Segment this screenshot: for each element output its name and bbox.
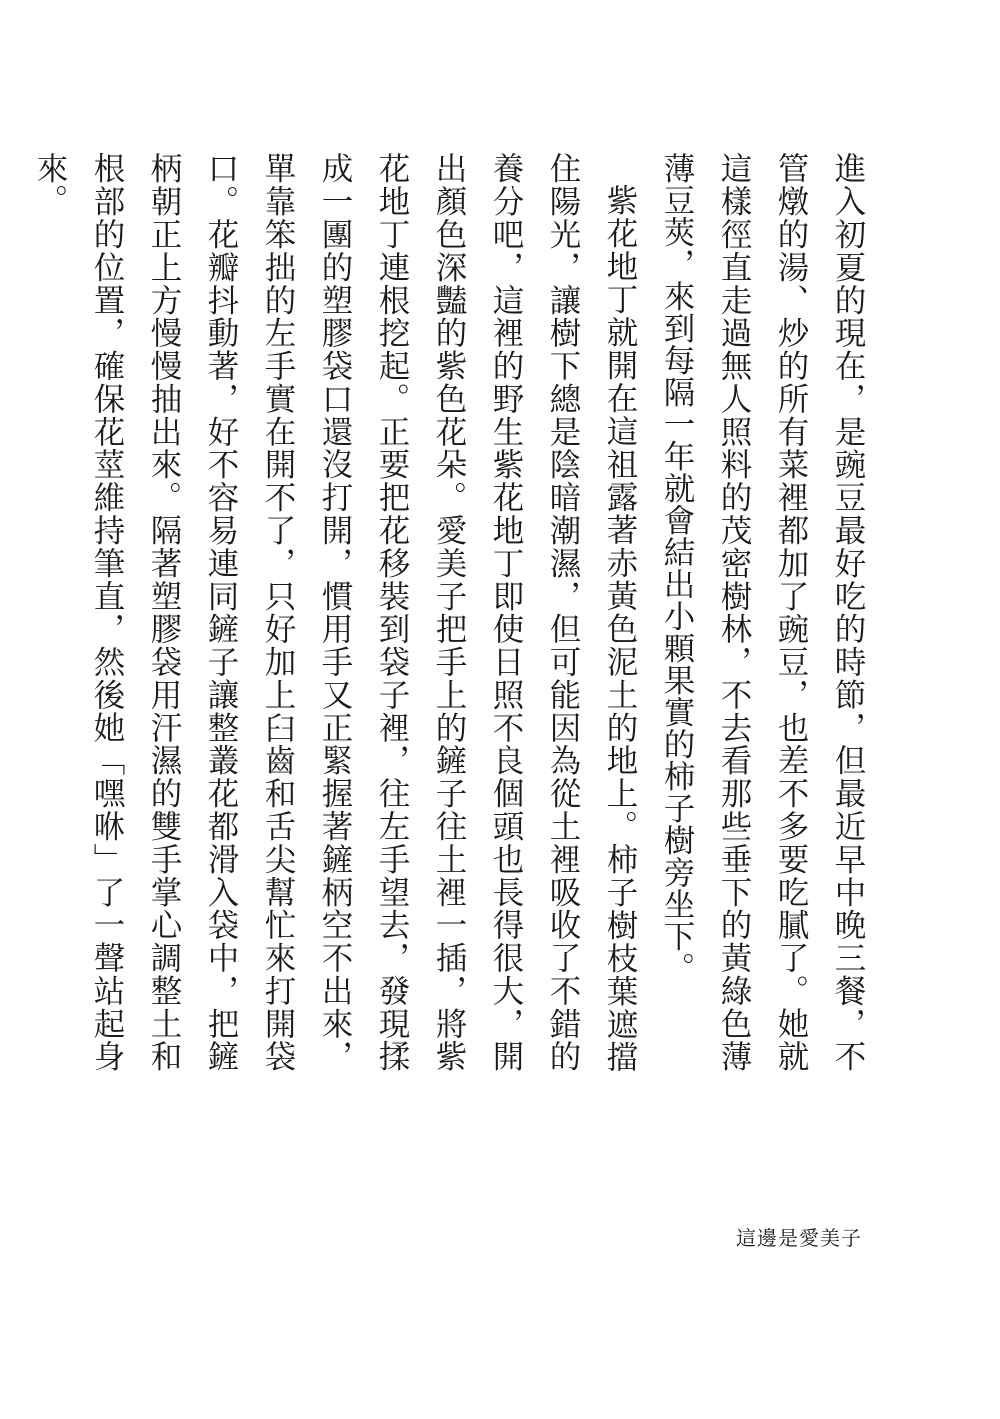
running-title: 這邊是愛美子 [736, 1226, 862, 1250]
paragraph-2: 紫花地丁就開在這祖露著赤黃色泥土的地上。柿子樹枝葉遮擋住陽光，讓樹下總是陰暗潮濕，但可能因為從土裡吸收了不錯的養分吧，這裡的野生紫花地丁即使日照不良個頭也長得很大，開出顏色深豔的紫色花朵。愛美子把手上的鏟子往土裡一插，將紫花地丁連根挖起。正要把花移裝到袋子裡，往左手望去，發現揉成一團的塑膠袋口還沒打開，慣用手又正緊握著鏟柄空不出來，單靠笨拙的左手實在開不了，只好加上臼齒和舌尖幫忙來打開袋口。花瓣抖動著，好不容易連同鏟子讓整叢花都滑入袋中，把鏟柄朝正上方慢慢抽出來。隔著塑膠袋用汗濕的雙手掌心調整土和根部的位置，確保花莖維持筆直，然後她「嘿咻」了一聲站起身來。 [32, 152, 638, 1072]
vertical-text-body [21, 152, 876, 1072]
paragraph-1: 進入初夏的現在，是豌豆最好吃的時節，但最近早中晚三餐，不管燉的湯、炒的所有菜裡都加了豌豆，也差不多要吃膩了。她就這樣徑直走過無人照料的茂密樹林，不去看那些垂下的黃綠色薄薄豆莢，來到每隔一年就會結出小顆果實的柿子樹旁坐下。 [659, 152, 866, 1072]
